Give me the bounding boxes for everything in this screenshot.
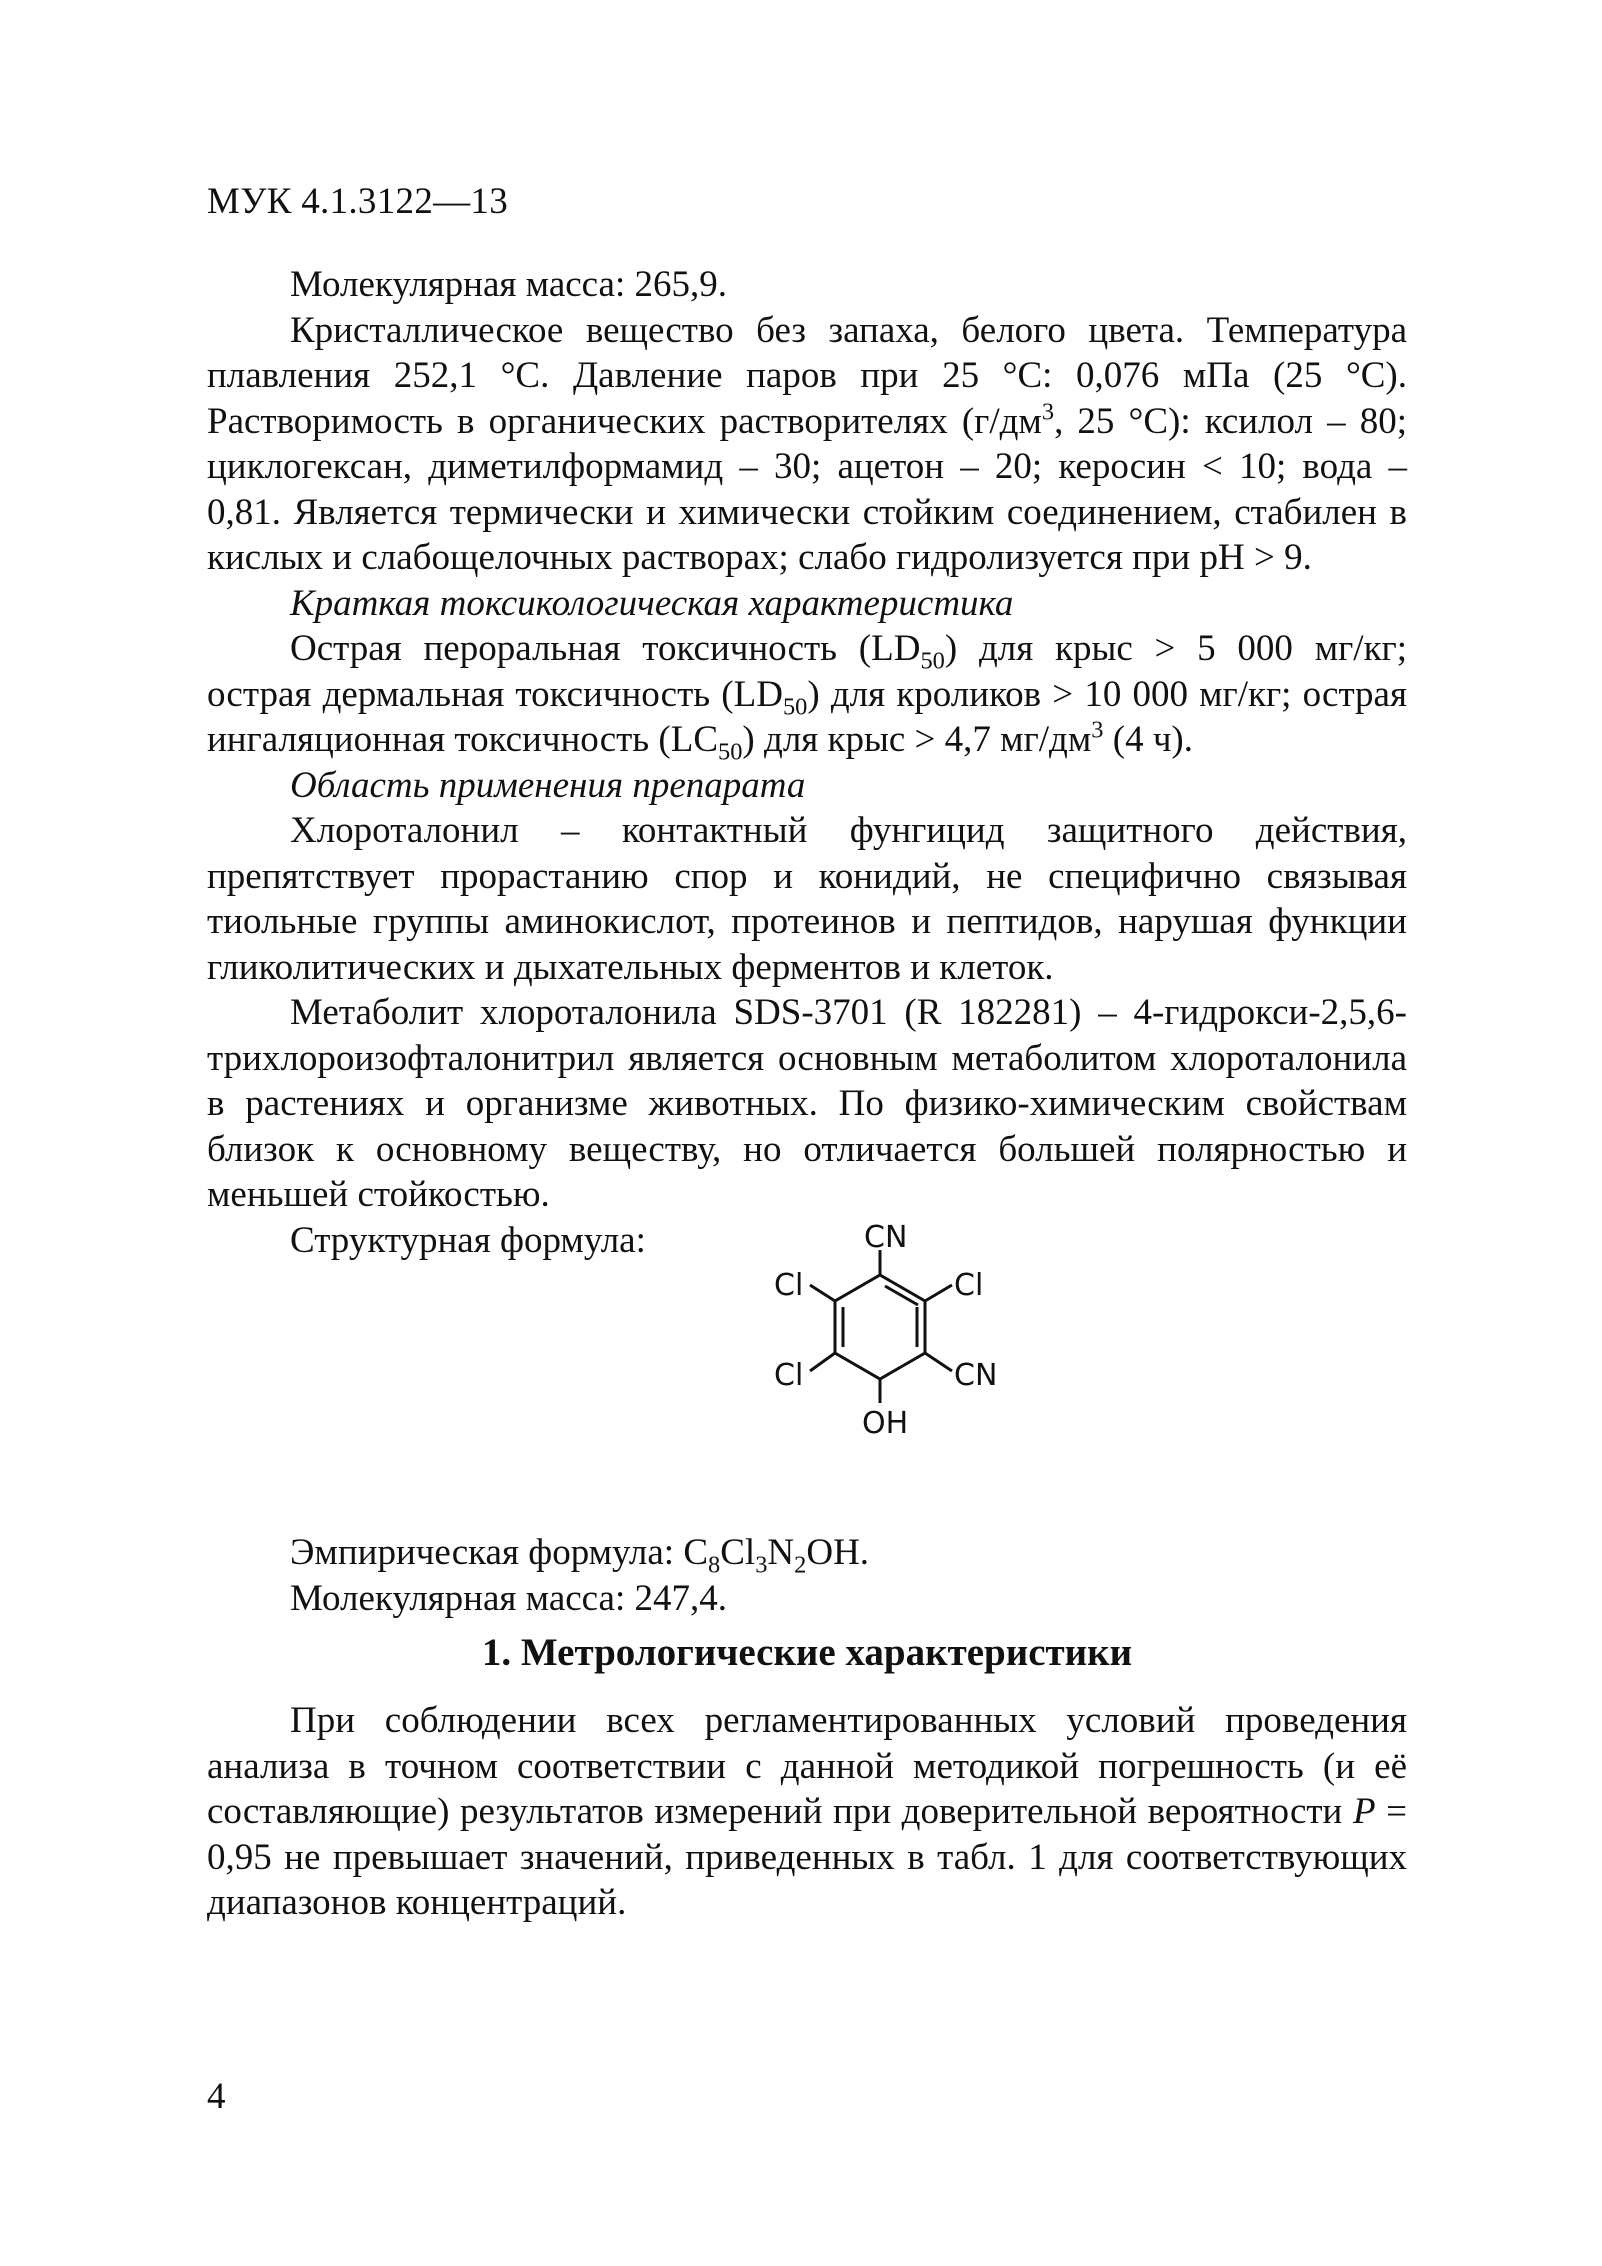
section-paragraph: При соблюдении всех регламентированных условий проведения анализа в точном соответствии с данной методикой погрешность (и её составляющие) результатов измерений при доверительной вероятности P = 0,95 не превышает значений, приведенных в табл. 1 для соответствующих диапазонов концентраций.	[207, 1700, 1407, 1923]
use-paragraph: Хлороталонил – контактный фунгицид защитного действия, препятствует прорастанию спор и конидий, не специфично связывая тиольные группы аминокислот, протеинов и пептидов, нарушая функции гликолитических и дыхательных ферментов и клеток.	[207, 810, 1407, 988]
metabolite-paragraph: Метаболит хлороталонила SDS-3701 (R 182281) – 4-гидрокси-2,5,6-трихлороизофталонитрил является основным метаболитом хлороталонила в растениях и организме животных. По физико-химическим свойствам близок к основному веществу, но отличается большей полярностью и меньшей стойкостью.	[207, 992, 1407, 1215]
formula-label-top-cn: CN	[864, 1220, 908, 1255]
tox-heading: Краткая токсикологическая характеристика	[290, 582, 1014, 624]
use-heading: Область применения препарата	[290, 764, 806, 806]
tox-paragraph: Острая пероральная токсичность $(LD_{50})$ для крыс > 5 000 мг/кг; острая дермальная токсичность $(LD_{50})$ для кроликов > 10 000 мг/кг; острая ингаляционная токсичность $(LC_{50})$ для крыс > 4,7 $мг/дм^3$ (4 ч).	[207, 628, 1408, 766]
structural-formula-diagram	[720, 1215, 1040, 1515]
formula-label-oh: OH	[862, 1406, 909, 1441]
body-text-block-2	[207, 1530, 1407, 1621]
section-text-block	[207, 1698, 1407, 1926]
molecular-mass-1: Молекулярная масса: 265,9.	[290, 264, 728, 305]
formula-label-left-bottom-cl: Cl	[774, 1358, 804, 1393]
properties-paragraph: Кристаллическое вещество без запаха, белого цвета. Температура плавления 252,1 °С. Давление паров при 25 °С: 0,076 мПа (25 °С). Растворимость в органических растворителях ($г/дм^3$, 25 °С): ксилол – 80; циклогексан, диметилформамид – 30; ацетон – 20; керосин < 10; вода – 0,81. Является термически и химически стойким соединением, стабилен в кислых и слабощелочных растворах; слабо гидролизуется при pH > 9.	[207, 309, 1408, 578]
structural-formula-label: Структурная формула:	[290, 1219, 646, 1261]
body-text-block-1	[207, 262, 1407, 1263]
empirical-formula: Эмпирическая формула: $C_8Cl_3N_2OH$.	[290, 1532, 870, 1579]
formula-label-right-cl: Cl	[954, 1268, 984, 1303]
section-title: 1. Метрологические характеристики	[481, 1631, 1133, 1674]
molecular-mass-2: Молекулярная масса: 247,4.	[290, 1577, 728, 1619]
page-number: 4	[207, 2076, 226, 2117]
formula-label-right-cn: CN	[954, 1358, 998, 1393]
document-code-header: МУК 4.1.3122—13	[207, 181, 509, 222]
formula-label-left-cl: Cl	[774, 1268, 804, 1303]
